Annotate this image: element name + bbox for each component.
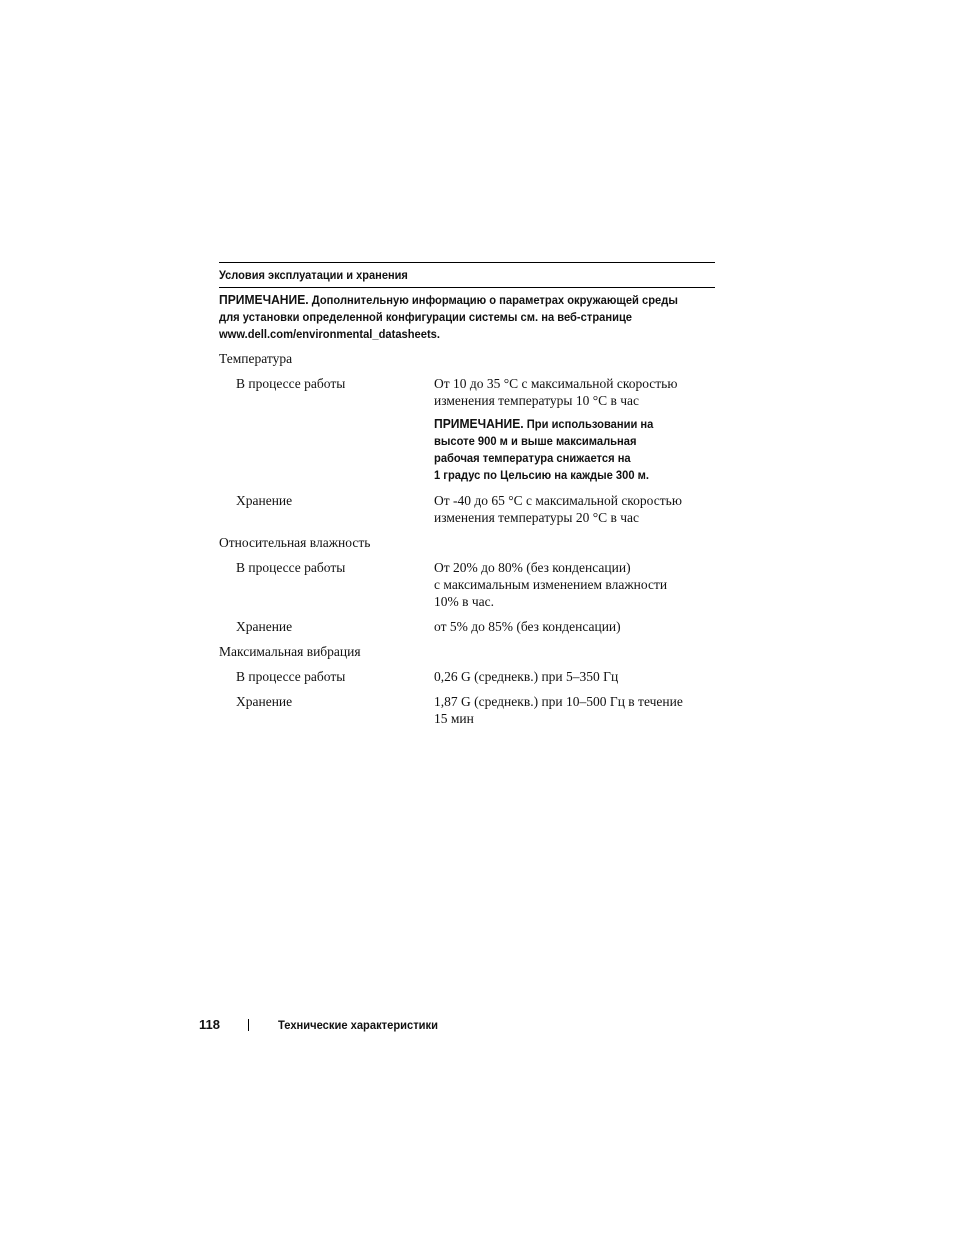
- environment-section: [219, 262, 715, 343]
- category-vibration: Максимальная вибрация: [219, 644, 361, 659]
- value-line: От 20% до 80% (без конденсации): [434, 560, 631, 575]
- value-line: От -40 до 65 °C с максимальной скоростью: [434, 493, 682, 508]
- page-number: 118: [199, 1017, 220, 1032]
- note-line: Дополнительную информацию о параметрах окружающей среды: [311, 293, 678, 307]
- category-humidity: Относительная влажность: [219, 535, 371, 550]
- row-humidity-operating: [219, 559, 715, 610]
- footer-separator: [248, 1019, 249, 1031]
- row-value: [434, 492, 698, 526]
- value-line: от 5% до 85% (без конденсации): [434, 619, 621, 634]
- row-label: В процессе работы: [236, 560, 346, 575]
- title-rule: [219, 287, 715, 288]
- row-vibration-storage: [219, 693, 715, 727]
- row-label: Хранение: [236, 493, 293, 508]
- value-line: От 10 до 35 °C с максимальной скоростью: [434, 376, 678, 391]
- row-temperature-operating: [219, 375, 715, 484]
- row-label: В процессе работы: [236, 669, 346, 684]
- row-label: Хранение: [236, 619, 293, 634]
- value-line: 15 мин: [434, 711, 474, 726]
- row-label: Хранение: [236, 694, 293, 709]
- note-label: ПРИМЕЧАНИЕ.: [219, 292, 309, 307]
- row-value: [434, 668, 698, 685]
- spec-table: [219, 350, 715, 727]
- row-label: В процессе работы: [236, 376, 346, 391]
- note-line: www.dell.com/environmental_datasheets.: [219, 327, 441, 341]
- value-line: 1,87 G (среднекв.) при 10–500 Гц в течение: [434, 694, 683, 709]
- note-label: ПРИМЕЧАНИЕ.: [434, 416, 524, 431]
- row-temperature-storage: [219, 492, 715, 526]
- note-line: При использовании на: [526, 417, 654, 431]
- row-value: [434, 375, 698, 484]
- general-note: [219, 291, 712, 343]
- note-line: 1 градус по Цельсию на каждые 300 м.: [434, 468, 649, 482]
- value-line: изменения температуры 20 °C в час: [434, 510, 640, 525]
- chapter-title: Технические характеристики: [278, 1018, 438, 1032]
- row-value: [434, 559, 698, 610]
- value-line: изменения температуры 10 °C в час: [434, 393, 640, 408]
- value-line: с максимальным изменением влажности: [434, 577, 668, 592]
- row-value: [434, 618, 698, 635]
- note-line: для установки определенной конфигурации системы см. на веб-странице: [219, 310, 633, 324]
- note-line: высоте 900 м и выше максимальная: [434, 434, 637, 448]
- category-temperature: Температура: [219, 351, 293, 366]
- value-line: 0,26 G (среднекв.) при 5–350 Гц: [434, 669, 619, 684]
- row-vibration-operating: [219, 668, 715, 685]
- section-title: Условия эксплуатации и хранения: [219, 268, 408, 282]
- row-humidity-storage: [219, 618, 715, 635]
- temperature-note: [434, 415, 694, 484]
- value-line: 10% в час.: [434, 594, 495, 609]
- row-value: [434, 693, 698, 727]
- note-line: рабочая температура снижается на: [434, 451, 631, 465]
